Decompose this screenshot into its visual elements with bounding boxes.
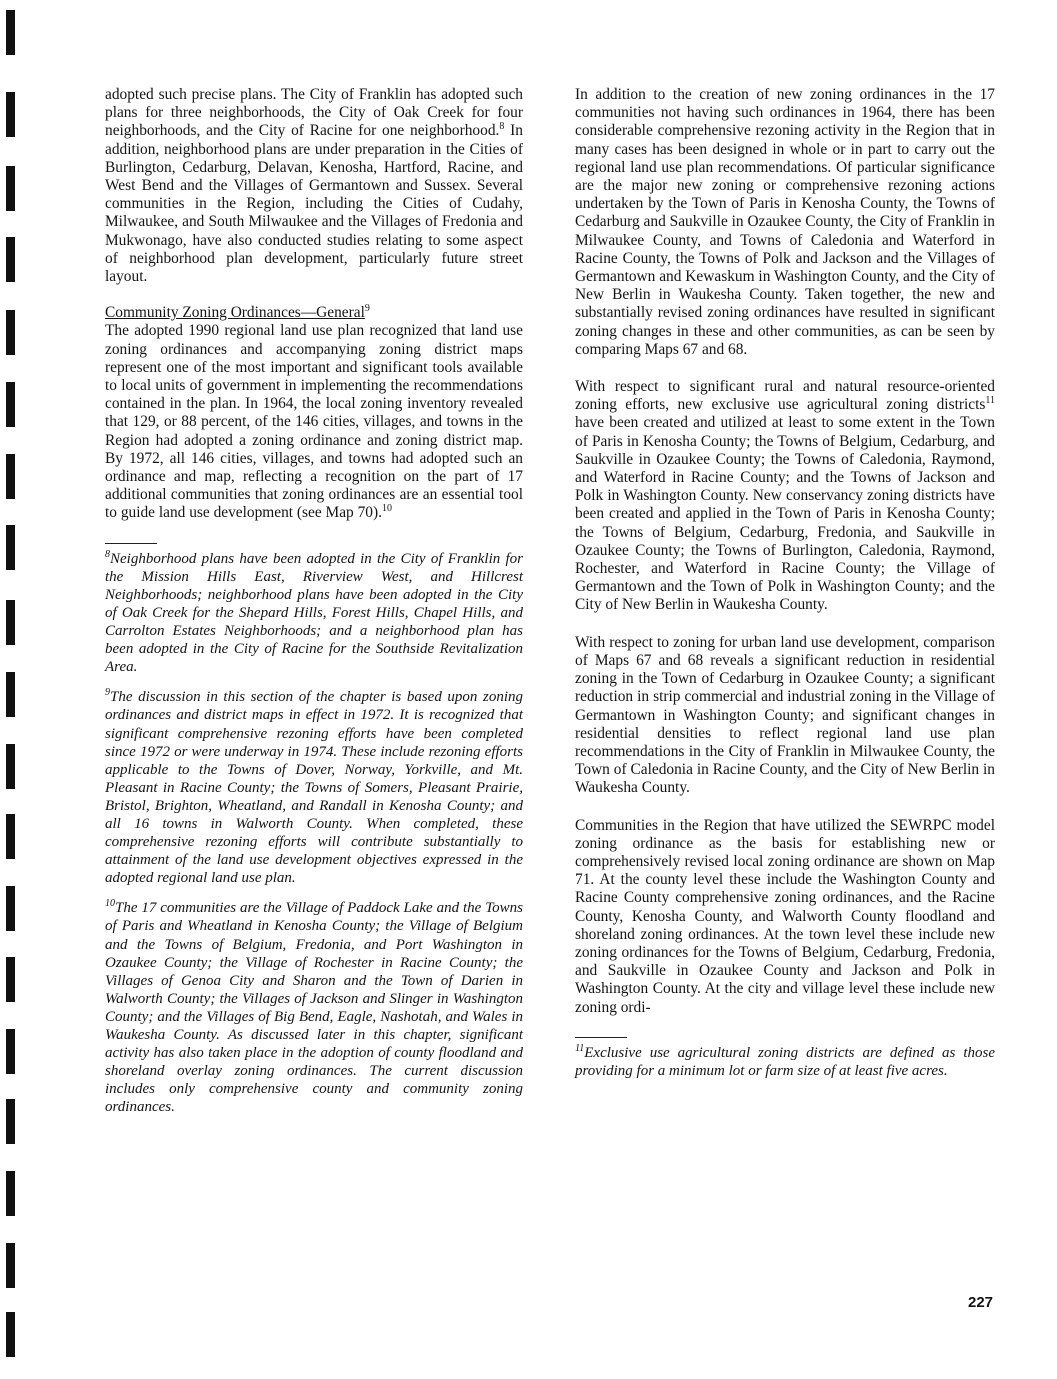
paragraph-1: In addition to the creation of new zoning ordinances in the 17 communities not having such ordinances in 1964, there has been considerable comprehensive rezoning activity in the Region that in many cases has been designed in whole or in part to carry out the regional land use plan recommendations. Of particular significance are the major new zoning or comprehensive rezoning actions undertaken by the Town of Paris in Kenosha County, the Towns of Cedarburg and Saukville in Ozaukee County, the City of Franklin in Milwaukee County, and Towns of Caledonia and Waterford in Racine County, the Towns of Polk and Jackson and the Villages of Germantown and Kewaskum in Washington County, and the City of New Berlin in Waukesha County. Taken together, the new and substantially revised zoning ordinances have resulted in significant zoning changes in these and other communities, as can be seen by comparing Maps 67 and 68. <box>575 86 995 358</box>
paragraph-2-part1: With respect to significant rural and natural resource-oriented zoning efforts, new exclusive use agricultural zoning districts <box>575 378 995 414</box>
footnote-number: 10 <box>105 898 115 910</box>
binding-mark <box>6 166 15 211</box>
binding-mark <box>6 1099 15 1144</box>
binding-mark <box>6 237 15 282</box>
footnote-text: The discussion in this section of the chapter is based upon zoning ordinances and district maps in effect in 1972. It is recognized that significant comprehensive rezoning efforts have been completed since 1972 or were underway in 1974. These include rezoning efforts applicable to the Towns of Dover, Norway, Yorkville, and Mt. Pleasant in Racine County; the Towns of Somers, Pleasant Prairie, Bristol, Brighton, Wheatland, and Randall in Kenosha County; and all 16 towns in Walworth County. When completed, these comprehensive rezoning efforts will contribute substantially to attainment of the land use development objectives expressed in the adopted regional land use plan. <box>105 689 523 887</box>
footnote-9 <box>105 688 523 887</box>
binding-mark <box>6 1243 15 1288</box>
left-column <box>105 86 523 1128</box>
footnote-ref-9: 9 <box>364 303 370 315</box>
binding-mark <box>6 382 15 427</box>
section-heading <box>105 304 523 322</box>
footnote-number: 11 <box>575 1042 585 1054</box>
binding-mark <box>6 814 15 859</box>
paragraph-3: With respect to zoning for urban land use development, comparison of Maps 67 and 68 reveals a significant reduction in residential zoning in the Town of Cedarburg in Ozaukee County; a significant reduction in strip commercial and industrial zoning in the Village of Germantown in Washington County; and significant changes in residential densities to reflect regional land use plan recommendations in the City of Franklin in Milwaukee County, the Town of Caledonia in Racine County, and the City of New Berlin in Waukesha County. <box>575 633 995 797</box>
page-number: 227 <box>968 1294 994 1311</box>
footnote-text: The 17 communities are the Village of Paddock Lake and the Towns of Paris and Wheatland in Kenosha County; the Village of Belgium and the Towns of Belgium, Fredonia, and Port Washington in Ozaukee County; the Village of Rochester in Racine County; the Villages of Genoa City and Sharon and the Town of Darien in Walworth County; the Villages of Jackson and Slinger in Washington County; and the Villages of Big Bend, Eagle, Nashotah, and Wales in Waukesha County. As discussed later in this chapter, significant activity has also taken place in the adoption of county floodland and shoreland overlay zoning ordinances. The current discussion includes only comprehensive county and community zoning ordinances. <box>105 900 523 1116</box>
intro-text-part2: In addition, neighborhood plans are under preparation in the Cities of Burlington, Cedarburg, Delavan, Kenosha, Hartford, Racine, and West Bend and the Villages of Germantown and Sussex. Several communities in the Region, including the Cities of Cudahy, Milwaukee, and South Milwaukee and the Villages of Fredonia and Mukwonago, have also conducted studies relating to some aspect of neighborhood plan development, particularly future street layout. <box>105 122 524 286</box>
footnote-ref-8: 8 <box>499 121 505 133</box>
section-paragraph-text: The adopted 1990 regional land use plan recognized that land use zoning ordinances and accompanying zoning district maps represent one of the most important and significant tools available to local units of government in implementing the recommendations contained in the plan. In 1964, the local zoning inventory revealed that 129, or 88 percent, of the 146 cities, villages, and towns in the Region had adopted a zoning ordinance and zoning district map. By 1972, all 146 cities, villages, and towns had adopted such an ordinance and map, reflecting a recognition on the part of 17 additional communities that zoning ordinances are an essential tool to guide land use development (see Map 70). <box>105 322 523 522</box>
binding-mark <box>6 454 15 499</box>
footnote-11 <box>575 1044 995 1080</box>
paragraph-2 <box>575 378 995 615</box>
binding-mark <box>6 92 15 137</box>
footnote-text: Neighborhood plans have been adopted in the City of Franklin for the Mission Hills East, Riverview West, and Hillcrest Neighborhoods; neighborhood plans have been adopted in the City of Oak Creek for the Shepard Hills, Forest Hills, Chapel Hills, and Carrolton Estates Neighborhoods; and a neighborhood plan has been adopted in the City of Racine for the Southside Revitalization Area. <box>105 550 523 676</box>
binding-mark <box>6 1029 15 1074</box>
footnote-divider <box>575 1037 627 1038</box>
footnote-text: Exclusive use agricultural zoning districts are defined as those providing for a minimum lot or farm size of at least five acres. <box>575 1044 995 1079</box>
intro-paragraph <box>105 86 523 286</box>
footnote-number: 9 <box>105 687 110 699</box>
footnote-10 <box>105 899 523 1116</box>
intro-text-part1: adopted such precise plans. The City of Franklin has adopted such plans for three neighborhoods, the City of Oak Creek for four neighborhoods, and the City of Racine for one neighborhood. <box>105 86 523 140</box>
binding-mark <box>6 600 15 645</box>
binding-mark <box>6 1171 15 1216</box>
footnote-ref-11: 11 <box>985 395 995 407</box>
section-paragraph <box>105 322 523 522</box>
footnote-divider <box>105 543 157 544</box>
binding-mark <box>6 1312 15 1357</box>
binding-mark <box>6 672 15 717</box>
binding-mark <box>6 744 15 789</box>
footnote-ref-10: 10 <box>381 503 392 515</box>
binding-mark <box>6 310 15 355</box>
paragraph-2-part2: have been created and utilized at least to some extent in the Town of Paris in Kenosha County; the Towns of Belgium, Cedarburg, and Saukville in Ozaukee County; the Towns of Caledonia, Raymond, and Waterford in Racine County; and the Towns of Jackson and Polk in Washington County. New conservancy zoning districts have been created and applied in the Town of Paris in Kenosha County; the Towns of Belgium, Cedarburg, Fredonia, and Saukville in Ozaukee County; the Towns of Burlington, Caledonia, Raymond, Rochester, and Waterford in Racine County; the Village of Germantown and the Town of Polk in Washington County; and the City of New Berlin in Waukesha County. <box>575 414 995 614</box>
binding-mark <box>6 886 15 931</box>
section-heading-text: Community Zoning Ordinances—General <box>105 304 365 322</box>
footnote-number: 8 <box>105 548 110 560</box>
binding-mark <box>6 525 15 570</box>
right-column <box>575 86 995 1092</box>
binding-mark <box>6 10 15 55</box>
paragraph-4: Communities in the Region that have utilized the SEWRPC model zoning ordinance as the basis for establishing new or comprehensively revised local zoning ordinance are shown on Map 71. At the county level these include the Washington County and Racine County comprehensive zoning ordinances, and the Racine County, Kenosha County, and Walworth County floodland and shoreland zoning ordinances. At the town level these include new zoning ordinances for the Towns of Belgium, Cedarburg, Fredonia, and Saukville in Ozaukee County and Jackson and Polk in Washington County. At the city and village level these include new zoning ordi- <box>575 816 995 1016</box>
footnote-8 <box>105 550 523 677</box>
binding-mark <box>6 957 15 1002</box>
